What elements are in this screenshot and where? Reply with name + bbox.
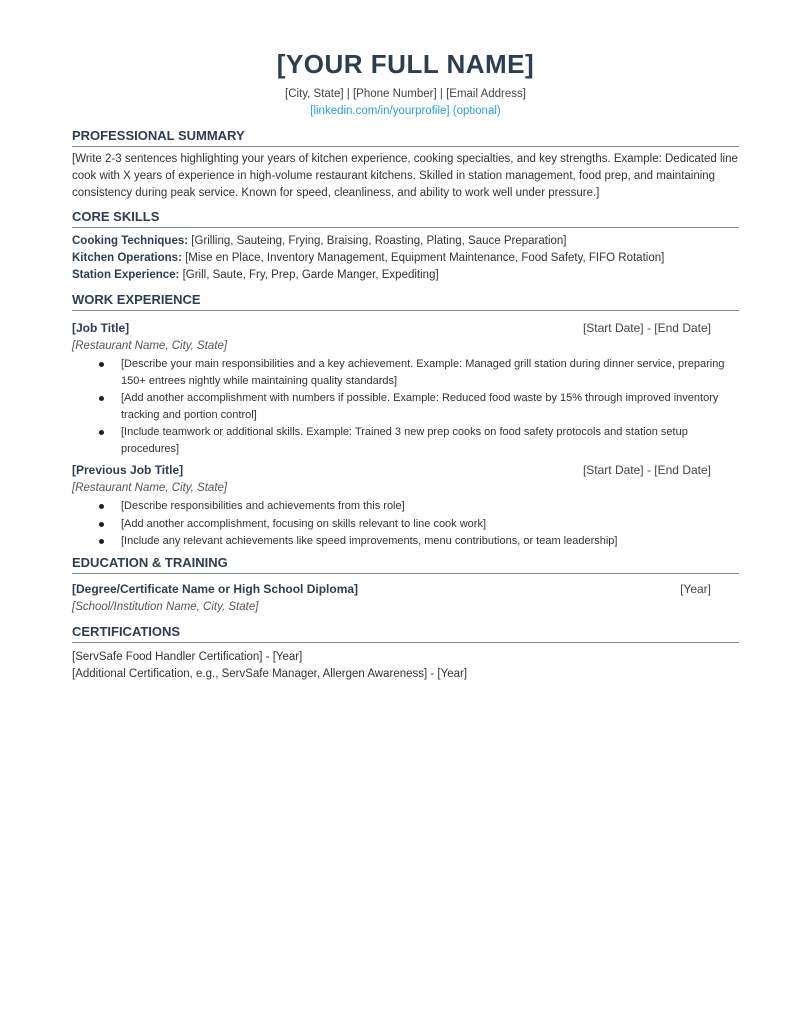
bullet-item bbox=[121, 533, 739, 550]
job-place: [Restaurant Name, City, State] bbox=[72, 340, 228, 352]
skill-value: [Grill, Saute, Fry, Prep, Garde Manger, Expediting] bbox=[179, 269, 439, 281]
bullet-item bbox=[121, 516, 739, 533]
bullet-text: [Add another accomplishment, focusing on skills relevant to line cook work] bbox=[121, 517, 487, 530]
job-dates: [Start Date] - [End Date] bbox=[582, 321, 711, 335]
skill-label: Cooking Techniques: bbox=[72, 235, 189, 247]
resume-page bbox=[72, 44, 739, 683]
skill-label: Kitchen Operations: bbox=[72, 252, 182, 264]
bullet-item bbox=[121, 356, 739, 389]
skill-list bbox=[72, 233, 739, 284]
job-title: [Job Title] bbox=[72, 321, 130, 335]
job-header bbox=[72, 320, 739, 337]
skill-line bbox=[72, 250, 739, 267]
certification-list bbox=[72, 649, 739, 683]
skill-line bbox=[72, 233, 739, 250]
education-school: [School/Institution Name, City, State] bbox=[72, 600, 259, 613]
skill-label: Station Experience: bbox=[72, 269, 180, 281]
job-header bbox=[72, 462, 739, 479]
bullet-text: [Include any relevant achievements like speed improvements, menu contributions, or team leadership] bbox=[121, 535, 618, 547]
section-title-work: WORK EXPERIENCE bbox=[72, 292, 739, 311]
bullet-text: [Describe your main responsibilities and a key achievement. Example: Managed grill station during dinner service, preparing 150+ entrees nightly while maintaining quality standards] bbox=[121, 358, 725, 387]
work-experience-section bbox=[72, 292, 739, 550]
core-skills-section bbox=[72, 209, 739, 284]
section-title-education: EDUCATION & TRAINING bbox=[72, 555, 739, 574]
bullet-item bbox=[121, 424, 739, 457]
bullet-text: [Include teamwork or additional skills. Example: Trained 3 new prep cooks on food safety protocols and station setup procedures] bbox=[121, 426, 688, 455]
full-name: [YOUR FULL NAME] bbox=[276, 49, 535, 79]
bullet-icon bbox=[99, 396, 104, 401]
linkedin-link[interactable]: [linkedin.com/in/yourprofile] (optional) bbox=[310, 105, 501, 117]
section-title-certifications: CERTIFICATIONS bbox=[72, 624, 739, 643]
skill-line bbox=[72, 267, 739, 284]
bullet-icon bbox=[99, 522, 104, 527]
professional-summary-section bbox=[72, 128, 739, 202]
education-header bbox=[72, 581, 739, 598]
bullet-text: [Add another accomplishment with numbers if possible. Example: Reduced food waste by 15% through improved inventory tracking and portion control] bbox=[121, 392, 719, 421]
certification-item: [ServSafe Food Handler Certification] - [Year] bbox=[72, 650, 303, 663]
job-dates: [Start Date] - [End Date] bbox=[582, 463, 711, 477]
job-bullets bbox=[72, 356, 739, 457]
bullet-icon bbox=[99, 504, 104, 509]
bullet-item bbox=[121, 498, 739, 515]
skill-value: [Mise en Place, Inventory Management, Equipment Maintenance, Food Safety, FIFO Rotation] bbox=[181, 252, 665, 264]
certifications-section bbox=[72, 624, 739, 683]
job-entry bbox=[72, 320, 739, 457]
bullet-text: [Describe responsibilities and achievements from this role] bbox=[121, 500, 405, 512]
bullet-icon bbox=[99, 539, 104, 544]
education-section bbox=[72, 555, 739, 616]
education-year: [Year] bbox=[680, 581, 711, 596]
bullet-icon bbox=[99, 362, 104, 367]
education-degree: [Degree/Certificate Name or High School Diploma] bbox=[72, 581, 359, 596]
job-entry bbox=[72, 462, 739, 550]
bullet-item bbox=[121, 390, 739, 423]
job-bullets bbox=[72, 498, 739, 550]
bullet-icon bbox=[99, 430, 104, 435]
contact-info: [City, State] | [Phone Number] | [Email Address] bbox=[285, 88, 526, 100]
job-title: [Previous Job Title] bbox=[72, 463, 184, 477]
skill-value: [Grilling, Sauteing, Frying, Braising, Roasting, Plating, Sauce Preparation] bbox=[188, 235, 567, 247]
resume-header bbox=[72, 44, 739, 120]
summary-text: [Write 2-3 sentences highlighting your years of kitchen experience, cooking specialties, and key strengths. Example: Dedicated line cook with X years of experience in high-volume restaurant kitchens. Skilled in station management, food prep, and maintaining consistency during peak service. Known for speed, cleanliness, and ability to work well under pressure.] bbox=[72, 153, 738, 199]
certification-item: [Additional Certification, e.g., ServSafe Manager, Allergen Awareness] - [Year] bbox=[72, 667, 468, 680]
job-place: [Restaurant Name, City, State] bbox=[72, 482, 228, 494]
section-title-summary: PROFESSIONAL SUMMARY bbox=[72, 128, 739, 147]
section-title-skills: CORE SKILLS bbox=[72, 209, 739, 228]
